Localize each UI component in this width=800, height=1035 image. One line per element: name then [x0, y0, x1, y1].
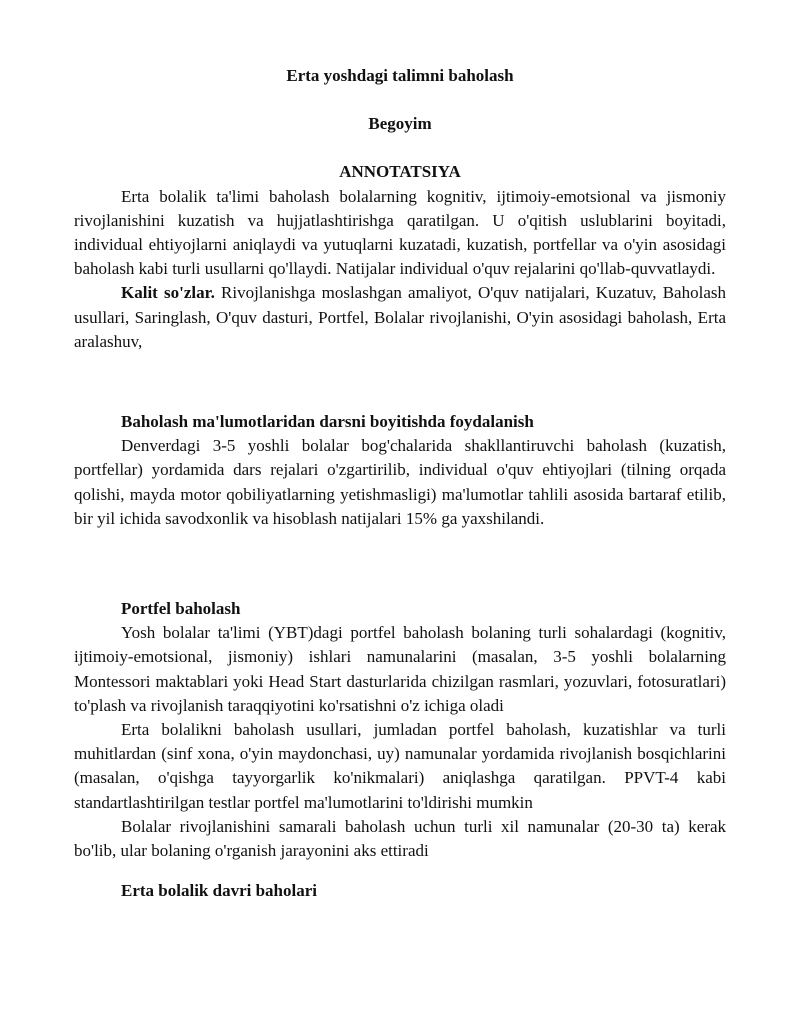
portfolio-paragraph-1: Yosh bolalar ta'limi (YBT)dagi portfel baholash bolaning turli sohalardagi (kognitiv, ijtimoiy-emotsional, jismoniy) ishlari namunalarini (masalan, 3-5 yoshli bolalarning Montessori maktablari yoki Head Start dasturlarida chizilgan rasmlari, yozuvlari, fotosuratlari) to'plash va rivojlanish taraqqiyotini ko'rsatishni o'z ichiga oladi [74, 623, 726, 715]
document-title: Erta yoshdagi talimni baholash [286, 66, 514, 85]
section-paragraph-denver: Denverdagi 3-5 yoshli bolalar bog'chalarida shakllantiruvchi baholash (kuzatish, portfellar) yordamida dars rejalari o'zgartirilib, individual o'quv ehtiyojlari (tilning orqada qolishi, mayda motor qobiliyatlarning yetishmasligi) ma'lumotlar tahlili asosida bartaraf etilib, bir yil ichida savodxonlik va hisoblash natijalari 15% ga yaxshilandi. [74, 436, 726, 528]
portfolio-paragraph-2: Erta bolalikni baholash usullari, jumladan portfel baholash, kuzatishlar va turli muhitlardan (sinf xona, o'yin maydonchasi, uy) namunalar yordamida rivojlanish bosqichlarini (masalan, o'qishga tayyorgarlik ko'nikmalari) aniqlashga qaratilgan. PPVT-4 kabi standartlashtirilgan testlar portfel ma'lumotlarini to'ldirishi mumkin [74, 720, 726, 812]
document-page [74, 64, 726, 903]
portfolio-paragraph-3: Bolalar rivojlanishini samarali baholash uchun turli xil namunalar (20-30 ta) kerak bo'lib, ular bolaning o'rganish jarayonini aks ettiradi [74, 816, 726, 861]
abstract-heading: ANNOTATSIYA [339, 162, 461, 182]
keywords-label: Kalit so'zlar. [121, 283, 215, 303]
section-heading-portfolio: Portfel baholash [121, 599, 241, 619]
keywords-paragraph [74, 281, 726, 354]
document-author: Begoyim [368, 114, 432, 134]
abstract-paragraph: Erta bolalik ta'limi baholash bolalarning kognitiv, ijtimoiy-emotsional va jismoniy rivojlanishini kuzatish va hujjatlashtirishga qaratilgan. U o'qitish uslublarini boyitadi, individual ehtiyojlarni aniqlaydi va yutuqlarni kuzatadi, kuzatish, portfellar va o'yin asosidagi baholash kabi turli usullarni qo'llaydi. Natijalar individual o'quv rejalarini qo'llab-quvvatlaydi. [74, 186, 726, 279]
section-heading-lesson-enrichment: Baholash ma'lumotlaridan darsni boyitishda foydalanish [121, 412, 534, 432]
section-heading-early-childhood: Erta bolalik davri baholari [121, 881, 317, 901]
keywords-list: Rivojlanishga moslashgan amaliyot, O'quv natijalari, Kuzatuv, Baholash usullari, Saringlash, O'quv dasturi, Portfel, Bolalar rivojlanishi, O'yin asosidagi baholash, Erta aralashuv, [74, 283, 726, 351]
